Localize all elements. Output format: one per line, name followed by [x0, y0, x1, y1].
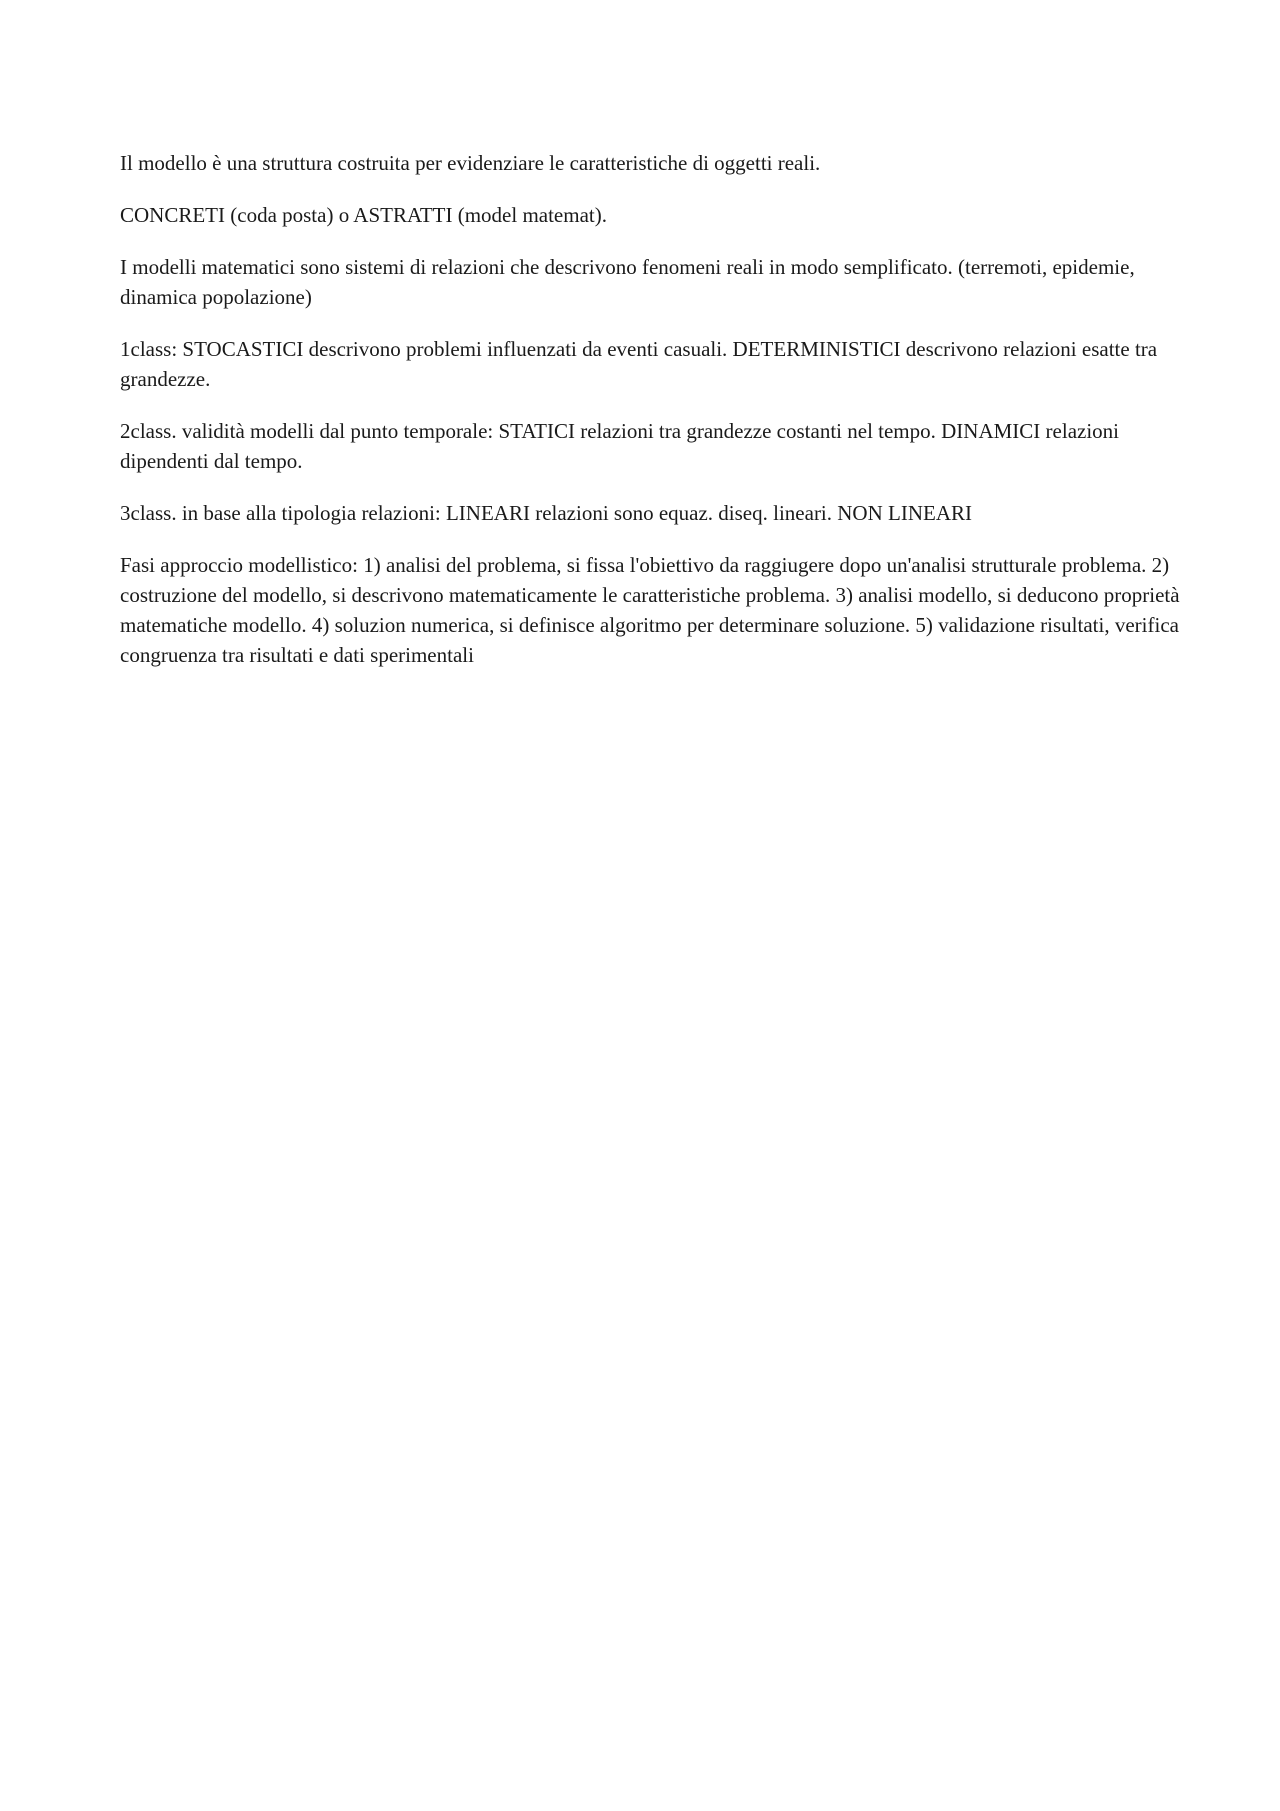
document-body — [120, 148, 1180, 692]
paragraph-class-2: 2class. validità modelli dal punto temporale: STATICI relazioni tra grandezze costanti nel tempo. DINAMICI relazioni dipendenti dal tempo. — [120, 419, 1120, 473]
paragraph-class-3: 3class. in base alla tipologia relazioni: LINEARI relazioni sono equaz. diseq. lineari. NON LINEARI — [120, 501, 972, 525]
paragraph-mathematical-models: I modelli matematici sono sistemi di relazioni che descrivono fenomeni reali in modo semplificato. (terremoti, epidemie, dinamica popolazione) — [120, 255, 1135, 309]
paragraph-modelling-phases: Fasi approccio modellistico: 1) analisi del problema, si fissa l'obiettivo da raggiugere dopo un'analisi strutturale problema. 2) costruzione del modello, si descrivono matematicamente le caratteristiche problema. 3) analisi modello, si deducono proprietà matematiche modello. 4) soluzion numerica, si definisce algoritmo per determinare soluzione. 5) validazione risultati, verifica congruenza tra risultati e dati sperimentali — [120, 553, 1180, 667]
paragraph-concrete-abstract: CONCRETI (coda posta) o ASTRATTI (model matemat). — [120, 203, 607, 227]
paragraph-model-definition: Il modello è una struttura costruita per evidenziare le caratteristiche di oggetti reali. — [120, 151, 821, 175]
paragraph-class-1: 1class: STOCASTICI descrivono problemi influenzati da eventi casuali. DETERMINISTICI descrivono relazioni esatte tra grandezze. — [120, 337, 1158, 391]
